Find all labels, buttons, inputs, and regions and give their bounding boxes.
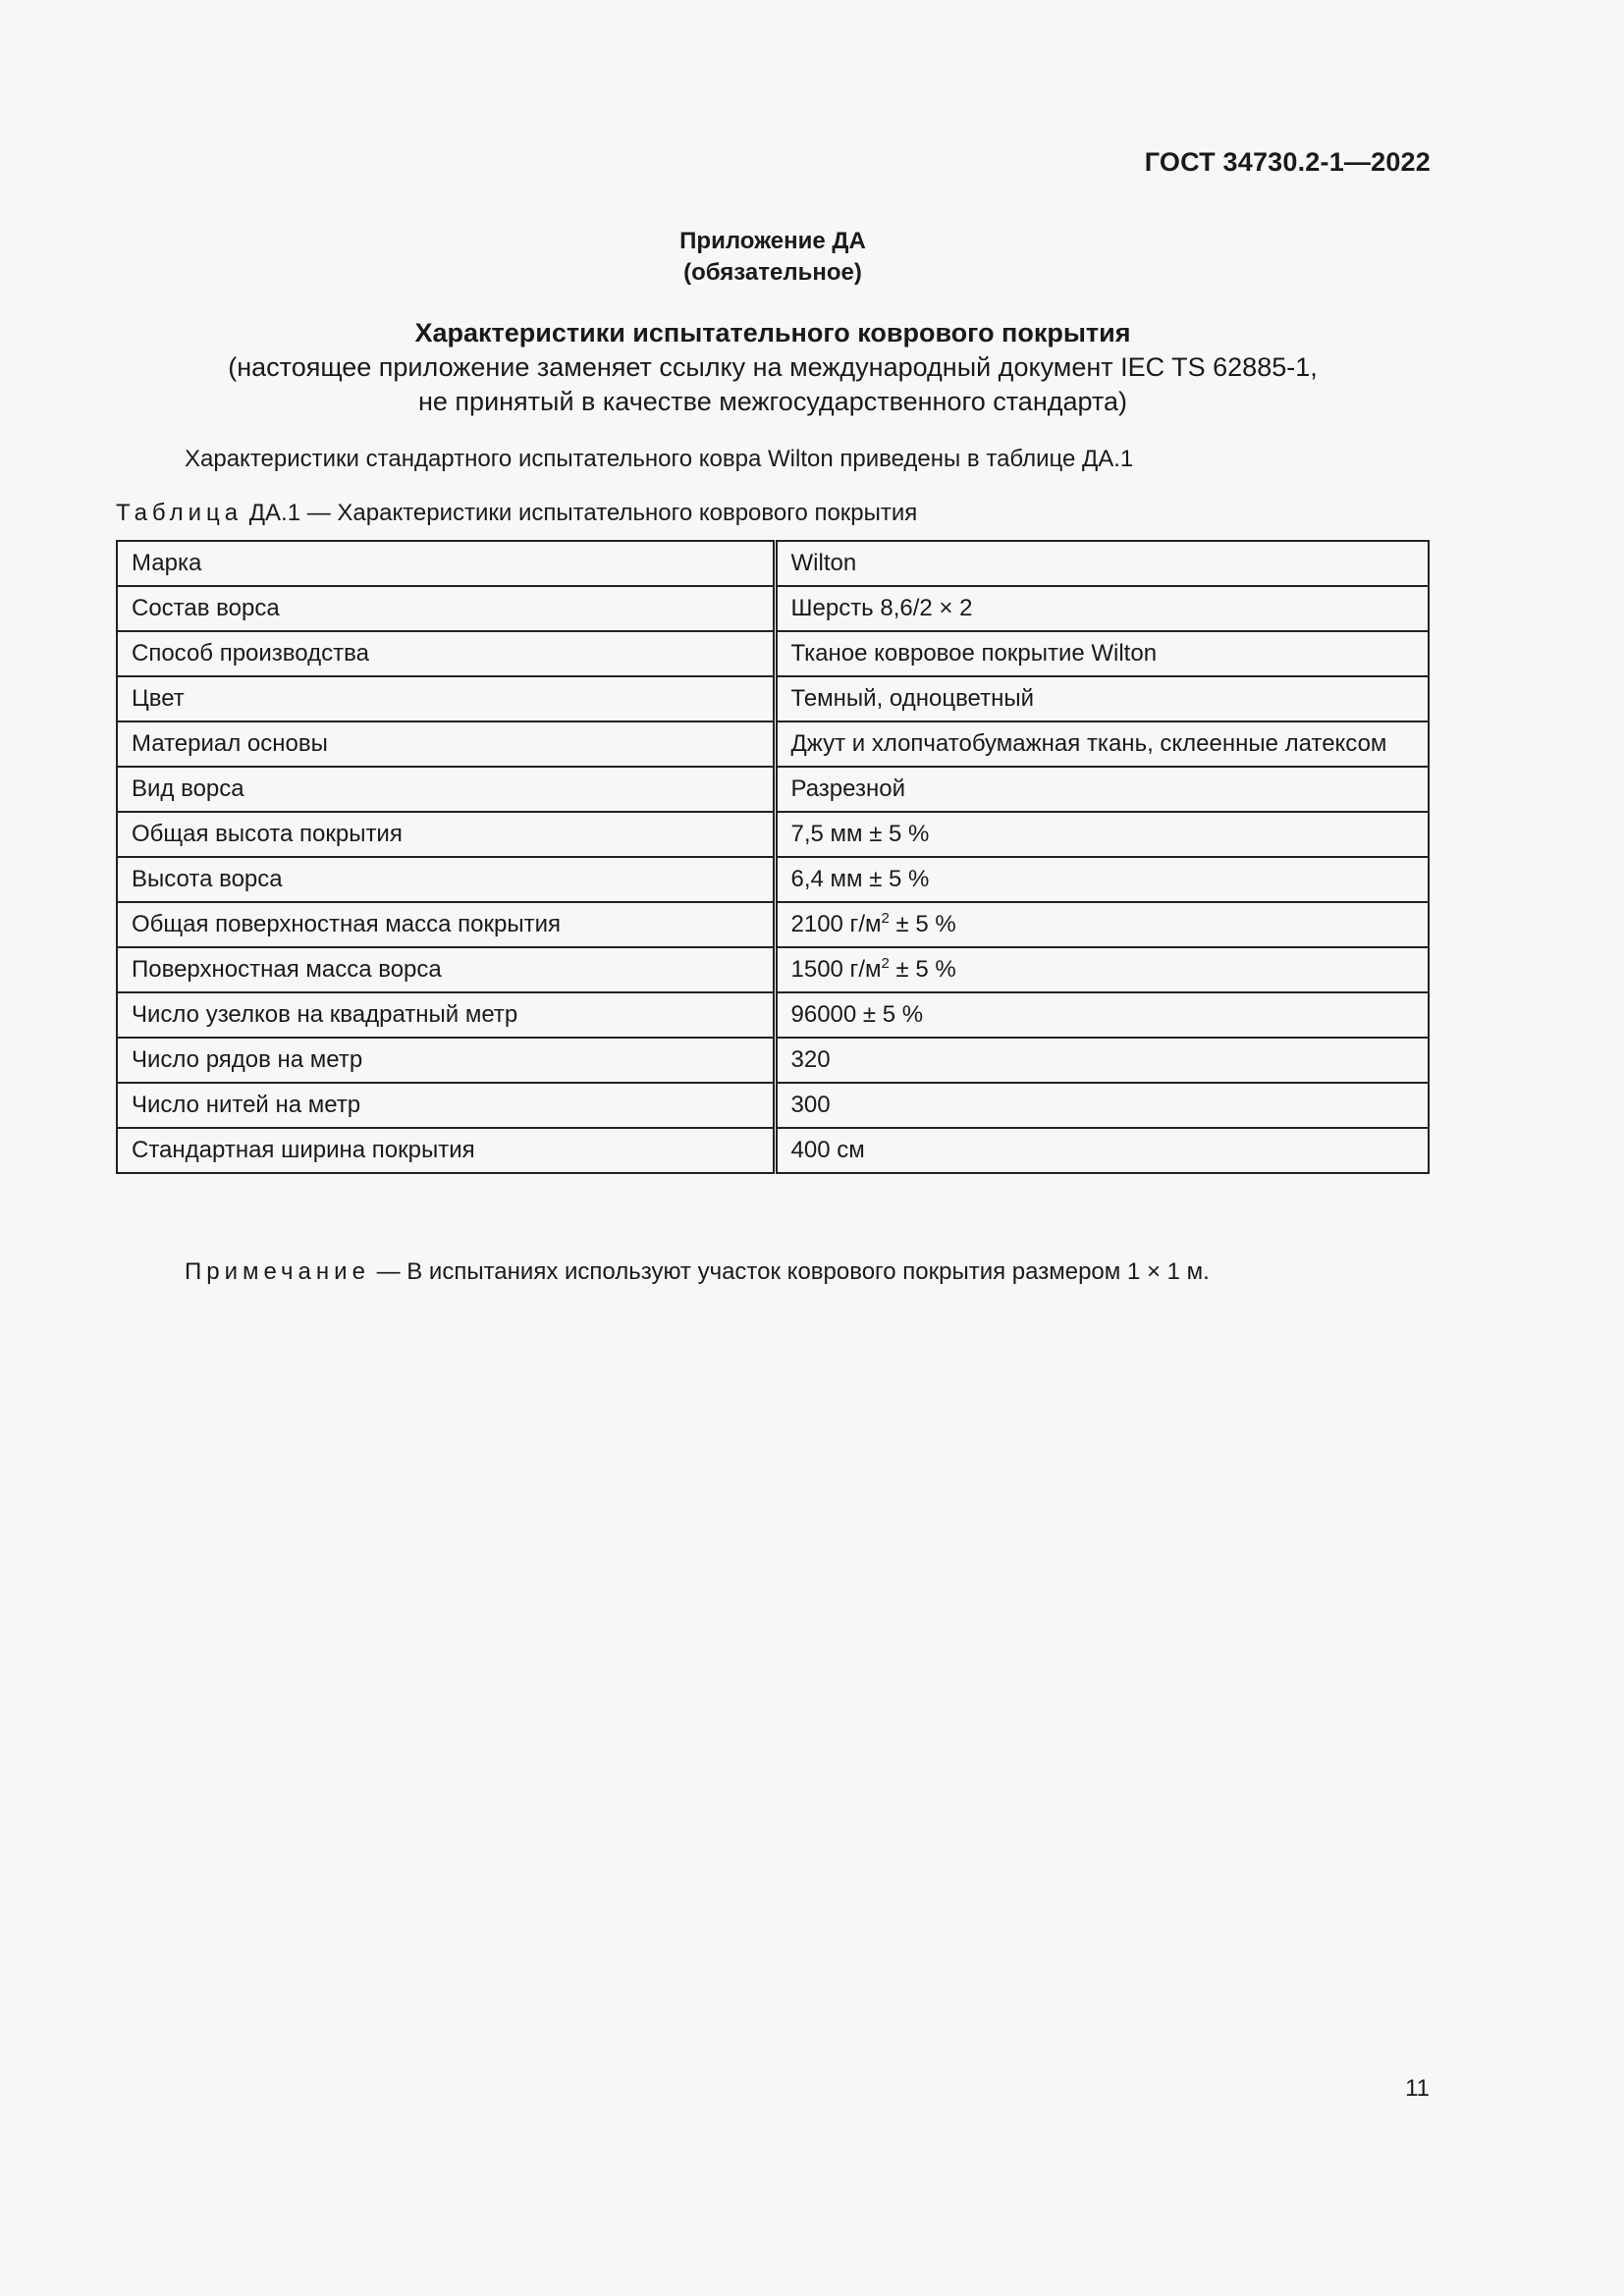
value-cell: 320	[775, 1038, 1429, 1083]
param-cell: Состав ворса	[117, 586, 775, 631]
param-cell: Число нитей на метр	[117, 1083, 775, 1128]
table-row	[117, 857, 1429, 902]
table-row	[117, 992, 1429, 1038]
table-row	[117, 1128, 1429, 1173]
note-label: Примечание	[185, 1258, 370, 1285]
param-cell: Материал основы	[117, 721, 775, 767]
param-cell: Высота ворса	[117, 857, 775, 902]
table-row	[117, 902, 1429, 947]
table-row	[117, 586, 1429, 631]
value-cell: 1500 $г/м^2 \pm 5$ %	[775, 947, 1429, 992]
param-cell: Марка	[117, 541, 775, 586]
value-cell: 2100 $г/м^2 \pm 5$ %	[775, 902, 1429, 947]
param-cell: Стандартная ширина покрытия	[117, 1128, 775, 1173]
heading-subtitle-line1: (настоящее приложение заменяет ссылку на международный документ IEC TS 62885-1,	[228, 352, 1318, 382]
characteristics-table	[116, 540, 1430, 1174]
value-cell: Джут и хлопчатобумажная ткань, склеенные латексом	[775, 721, 1429, 767]
table-row	[117, 631, 1429, 676]
param-cell: Общая поверхностная масса покрытия	[117, 902, 775, 947]
document-code: ГОСТ 34730.2-1—2022	[1144, 147, 1431, 177]
appendix-block	[0, 226, 1545, 289]
value-cell: 7,5 мм ± 5 %	[775, 812, 1429, 857]
param-cell: Способ производства	[117, 631, 775, 676]
table-row	[117, 676, 1429, 721]
value-cell: 6,4 мм ± 5 %	[775, 857, 1429, 902]
intro-paragraph: Характеристики стандартного испытательного ковра Wilton приведены в таблице ДА.1	[185, 446, 1134, 472]
table-row	[117, 1038, 1429, 1083]
table-row	[117, 812, 1429, 857]
table-row	[117, 541, 1429, 586]
heading-subtitle-line2: не принятый в качестве межгосударственного стандарта)	[418, 387, 1127, 416]
appendix-status: (обязательное)	[683, 259, 862, 286]
table-note	[185, 1258, 1210, 1286]
page-number: 11	[1405, 2075, 1430, 2102]
value-cell: 300	[775, 1083, 1429, 1128]
table-caption-prefix: Таблица	[116, 500, 244, 526]
table-caption	[116, 500, 917, 527]
value-cell: Wilton	[775, 541, 1429, 586]
value-cell: Шерсть 8,6/2 × 2	[775, 586, 1429, 631]
value-cell: 400 см	[775, 1128, 1429, 1173]
section-heading	[0, 316, 1545, 419]
value-cell: Разрезной	[775, 767, 1429, 812]
param-cell: Цвет	[117, 676, 775, 721]
appendix-title: Приложение ДА	[679, 228, 866, 254]
value-cell: Тканое ковровое покрытие Wilton	[775, 631, 1429, 676]
note-text: — В испытаниях используют участок коврового покрытия размером 1 × 1 м.	[369, 1258, 1210, 1285]
param-cell: Число узелков на квадратный метр	[117, 992, 775, 1038]
table-caption-text: ДА.1 — Характеристики испытательного коврового покрытия	[243, 500, 918, 526]
table-row	[117, 1083, 1429, 1128]
value-cell: 96000 ± 5 %	[775, 992, 1429, 1038]
param-cell: Вид ворса	[117, 767, 775, 812]
param-cell: Общая высота покрытия	[117, 812, 775, 857]
value-cell: Темный, одноцветный	[775, 676, 1429, 721]
heading-title: Характеристики испытательного коврового покрытия	[414, 318, 1131, 347]
param-cell: Поверхностная масса ворса	[117, 947, 775, 992]
table-row	[117, 721, 1429, 767]
table-row	[117, 947, 1429, 992]
param-cell: Число рядов на метр	[117, 1038, 775, 1083]
table-row	[117, 767, 1429, 812]
